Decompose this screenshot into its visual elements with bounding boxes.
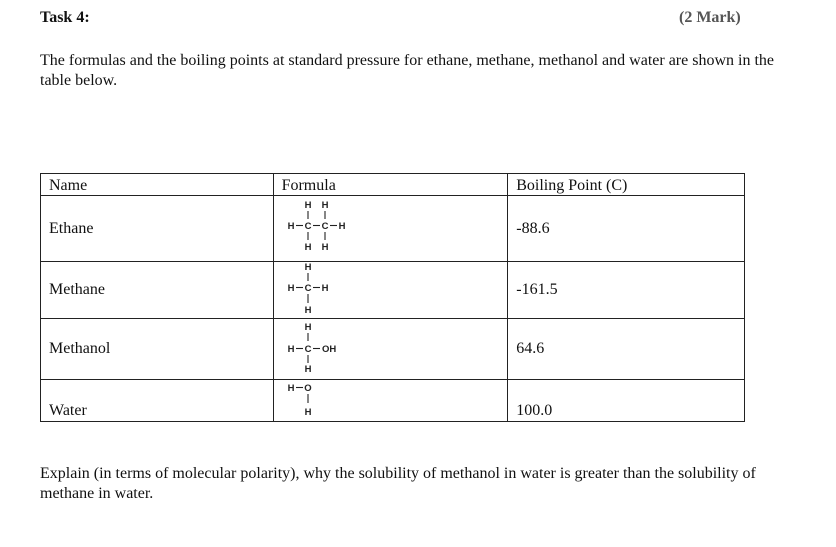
water-structural-formula [273, 380, 508, 422]
row-name: Methanol [41, 319, 274, 380]
svg-text:H: H [304, 262, 312, 273]
methanol-structural-formula [273, 319, 508, 380]
header-formula: Formula [273, 174, 508, 196]
table-row [41, 196, 745, 262]
table-header-row [41, 174, 745, 196]
table-row [41, 380, 745, 422]
svg-text:H: H [338, 221, 346, 232]
task-title: Task 4: [40, 9, 90, 26]
row-name: Water [41, 380, 274, 422]
svg-text:H: H [287, 383, 295, 394]
svg-text:H: H [304, 242, 312, 253]
svg-text:H: H [304, 305, 312, 316]
svg-text:C: C [321, 221, 329, 232]
task-marks: (2 Mark) [679, 9, 741, 26]
svg-text:H: H [321, 283, 329, 294]
svg-text:O: O [303, 383, 312, 394]
svg-text:OH: OH [321, 344, 336, 355]
svg-text:H: H [304, 200, 312, 211]
row-boiling-point: 100.0 [508, 380, 745, 422]
svg-text:H: H [287, 221, 295, 232]
table-row [41, 319, 745, 380]
svg-text:C: C [304, 344, 312, 355]
methane-structural-formula [273, 262, 508, 319]
row-name: Methane [41, 262, 274, 319]
svg-text:C: C [304, 283, 312, 294]
table-row [41, 262, 745, 319]
boiling-points-table [40, 173, 745, 422]
svg-text:H: H [287, 283, 295, 294]
header-name: Name [41, 174, 274, 196]
row-name: Ethane [41, 196, 274, 262]
svg-text:H: H [304, 322, 312, 333]
ethane-structural-formula [273, 196, 508, 262]
svg-text:H: H [321, 200, 329, 211]
svg-text:H: H [304, 407, 312, 418]
svg-text:H: H [287, 344, 295, 355]
header-boiling-point: Boiling Point (C) [508, 174, 745, 196]
svg-text:H: H [304, 364, 312, 375]
svg-text:H: H [321, 242, 329, 253]
row-boiling-point: -161.5 [508, 262, 745, 319]
svg-text:C: C [304, 221, 312, 232]
question-paragraph: Explain (in terms of molecular polarity), why the solubility of methanol in water is greater than the solubility of methane in water. [40, 465, 756, 502]
row-boiling-point: -88.6 [508, 196, 745, 262]
intro-paragraph: The formulas and the boiling points at standard pressure for ethane, methane, methanol and water are shown in the table below. [40, 52, 774, 89]
row-boiling-point: 64.6 [508, 319, 745, 380]
